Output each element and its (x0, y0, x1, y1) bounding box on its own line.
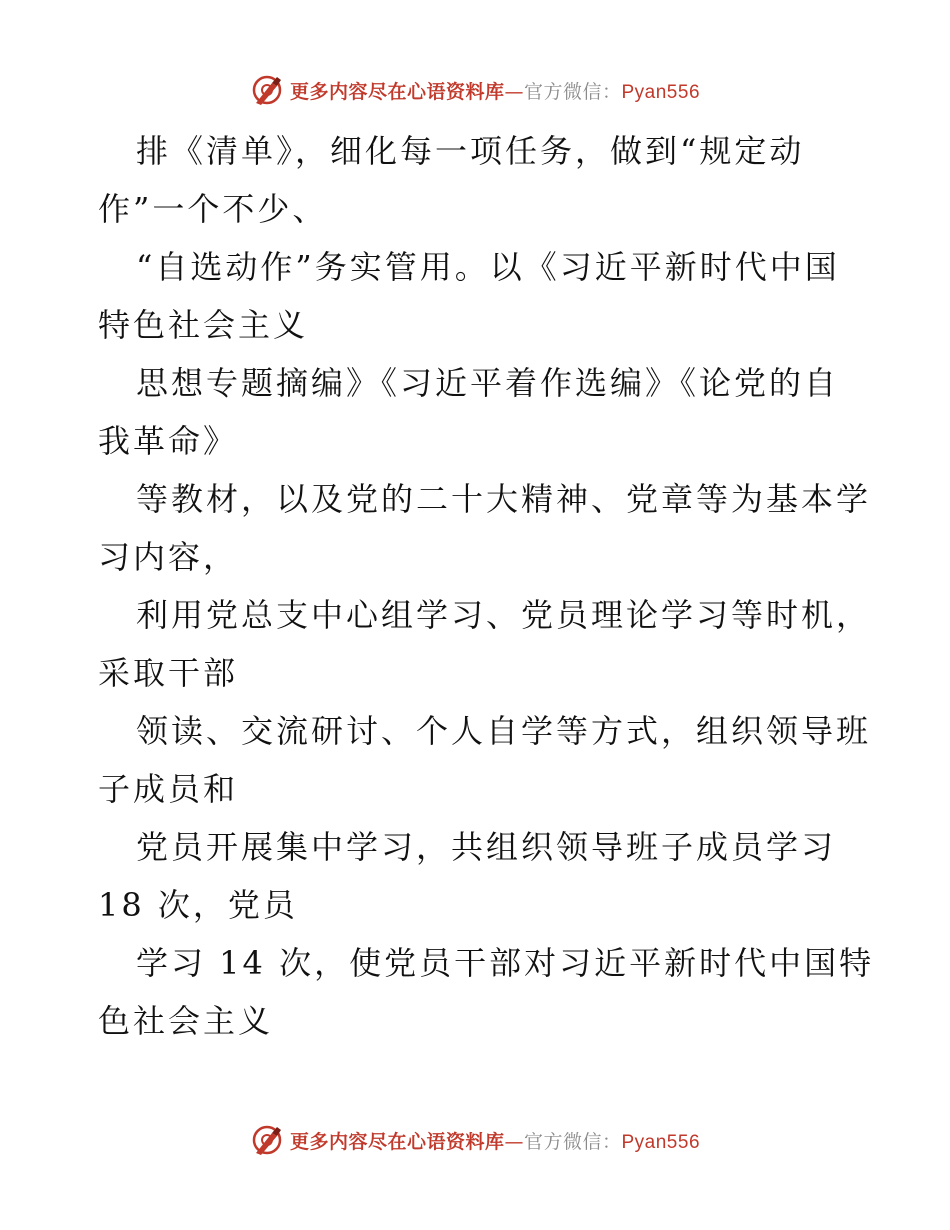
watermark-label: 官方微信： (523, 80, 622, 103)
watermark-brand: 更多内容尽在心语资料库 (289, 1130, 505, 1153)
pen-logo-icon (250, 1123, 284, 1157)
document-line: 作”一个不少、 (98, 190, 328, 228)
document-line: 利用党总支中心组学习、党员理论学习等时机， (136, 596, 872, 634)
document-line: 我革命》 (98, 422, 239, 460)
document-line: “自选动作”务实管用。以《习近平新时代中国 (136, 248, 840, 286)
footer-watermark (0, 1122, 950, 1158)
document-line: 采取干部 (98, 654, 239, 692)
watermark-brand: 更多内容尽在心语资料库 (289, 80, 505, 103)
document-line: 排《清单》，细化每一项任务，做到“规定动 (136, 132, 805, 170)
document-line: 子成员和 (98, 770, 239, 808)
watermark-dash: — (504, 80, 524, 103)
watermark-wechat-id: Pyan556 (621, 1131, 701, 1153)
document-line: 党员开展集中学习，共组织领导班子成员学习 (136, 828, 837, 866)
watermark-text (290, 77, 700, 104)
document-line: 思想专题摘编》《习近平着作选编》《论党的自 (136, 364, 840, 402)
document-line: 特色社会主义 (98, 306, 309, 344)
document-line: 习内容， (98, 538, 239, 576)
document-line: 领读、交流研讨、个人自学等方式，组织领导班 (136, 712, 872, 750)
document-line: 学习 14 次，使党员干部对习近平新时代中国特 (136, 944, 875, 982)
pen-logo-icon (250, 73, 284, 107)
watermark-label: 官方微信： (523, 1130, 622, 1153)
header-watermark (0, 72, 950, 108)
watermark-dash: — (504, 1130, 524, 1153)
document-body (98, 122, 875, 1050)
watermark-text (290, 1127, 700, 1154)
watermark-wechat-id: Pyan556 (621, 81, 701, 103)
document-line: 等教材，以及党的二十大精神、党章等为基本学 (136, 480, 872, 518)
document-line: 18 次，党员 (98, 886, 298, 924)
document-line: 色社会主义 (98, 1002, 274, 1040)
